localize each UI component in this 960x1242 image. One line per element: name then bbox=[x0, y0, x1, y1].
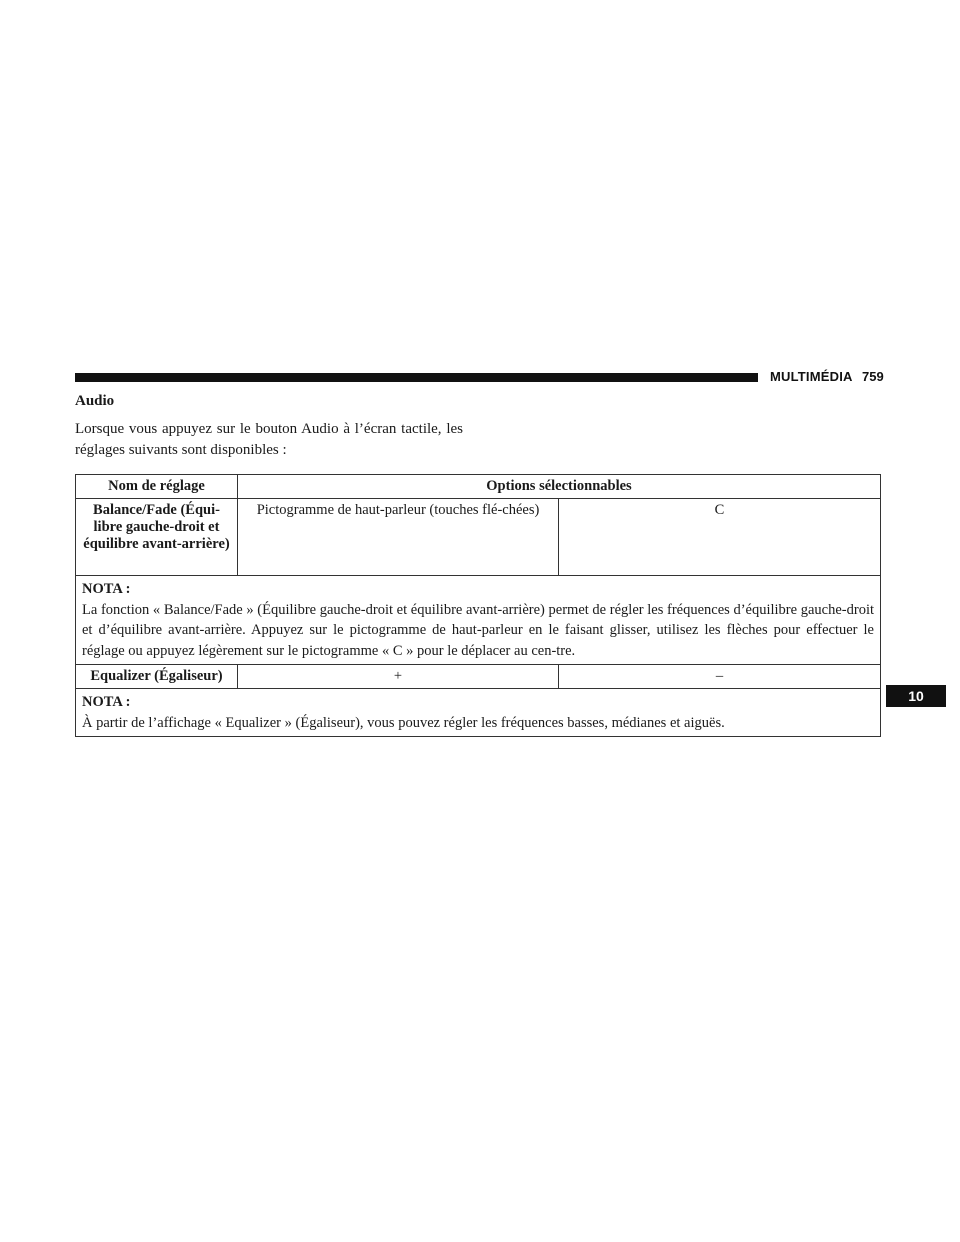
option-cell: + bbox=[238, 665, 559, 689]
note-cell bbox=[76, 689, 881, 737]
setting-name: Equalizer (Égaliseur) bbox=[76, 665, 238, 689]
note-label: NOTA : bbox=[82, 694, 131, 710]
intro-paragraph: Lorsque vous appuyez sur le bouton Audio à l’écran tactile, les réglages suivants sont disponibles : bbox=[75, 421, 463, 458]
column-header-options: Options sélectionnables bbox=[238, 475, 881, 499]
note-label: NOTA : bbox=[82, 581, 131, 597]
chapter-tab: 10 bbox=[886, 685, 946, 707]
note-text: La fonction « Balance/Fade » (Équilibre gauche-droit et équilibre avant-arrière) permet de régler les fréquences d’équilibre gauche-droit et d’équilibre avant-arrière. Appuyez sur le pictogramme de haut-parleur en le faisant glisser, utilisez les flèches pour effectuer le réglage ou appuyez légèrement sur le pictogramme « C » pour le déplacer au cen-tre. bbox=[82, 601, 874, 659]
table-row bbox=[76, 665, 881, 689]
header-section-title: MULTIMÉDIA bbox=[770, 369, 853, 384]
option-cell: C bbox=[559, 499, 881, 576]
option-cell: – bbox=[559, 665, 881, 689]
table-note-row bbox=[76, 576, 881, 665]
table-header-row bbox=[76, 475, 881, 499]
table-row bbox=[76, 499, 881, 576]
page-number: 759 bbox=[862, 369, 884, 384]
note-cell bbox=[76, 576, 881, 665]
column-header-setting: Nom de réglage bbox=[76, 475, 238, 499]
section-title: Audio bbox=[75, 393, 115, 409]
header-rule bbox=[75, 373, 758, 382]
settings-table bbox=[75, 474, 881, 737]
option-cell: Pictogramme de haut-parleur (touches flé-chées) bbox=[238, 499, 559, 576]
note-text: À partir de l’affichage « Equalizer » (Égaliseur), vous pouvez régler les fréquences basses, médianes et aiguës. bbox=[82, 714, 725, 731]
table-note-row bbox=[76, 689, 881, 737]
setting-name: Balance/Fade (Équi-libre gauche-droit et équilibre avant-arrière) bbox=[76, 499, 238, 576]
